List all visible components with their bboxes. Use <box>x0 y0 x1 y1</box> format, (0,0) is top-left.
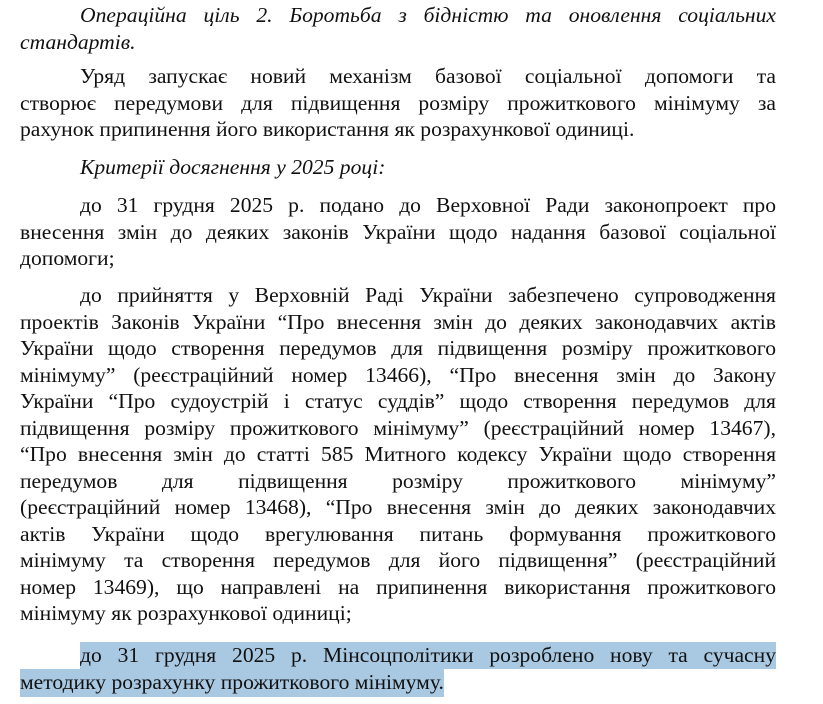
intro-paragraph <box>20 63 776 143</box>
intro-line: Уряд запускає новий механізм базової соціальної допомоги та <box>80 64 776 88</box>
criterion-2-line: України “Про судоустрій і статус суддів” щодо створення передумов для <box>20 389 776 413</box>
goal-heading-line: Операційна ціль 2. Боротьба з бідністю та оновлення соціальних <box>80 3 776 27</box>
criterion-2-line: мінімуму як розрахункової одиниці; <box>20 601 352 625</box>
criteria-heading: Критерії досягнення у 2025 році: <box>80 155 386 179</box>
criterion-2-line: України щодо створення передумов для підвищення розміру прожиткового <box>20 336 776 360</box>
highlight-selection: до 31 грудня 2025 р. Мінсоцполітики розроблено нову та сучасну <box>80 643 776 667</box>
criterion-1-line: внесення змін до деяких законів України щодо надання базової соціальної <box>20 219 776 244</box>
criterion-3-highlighted <box>20 642 776 695</box>
criterion-1 <box>20 192 776 272</box>
criterion-2-line: мінімуму” (реєстраційний номер 13466), “Про внесення змін до Закону <box>20 362 776 387</box>
criterion-1-line: допомоги; <box>20 246 115 270</box>
highlight-selection: методику розрахунку прожиткового мінімуму. <box>20 669 444 697</box>
goal-heading-line: стандартів. <box>20 29 136 54</box>
criterion-2-line: номер 13469), що направлені на припинення використання прожиткового <box>20 574 776 599</box>
intro-line: створює передумови для підвищення розміру прожиткового мінімуму за <box>20 90 776 115</box>
criterion-2 <box>20 282 776 627</box>
criterion-2-line: актів України щодо врегулювання питань формування прожиткового <box>20 521 776 546</box>
criterion-2-line: передумов для підвищення розміру прожиткового мінімуму” <box>20 468 776 493</box>
criterion-2-line: проектів Законів України “Про внесення змін до деяких законодавчих актів <box>20 309 776 334</box>
criterion-2-line: мінімуму та створення передумов для його підвищення” (реєстраційний <box>20 548 776 572</box>
criterion-3-line <box>80 642 776 669</box>
intro-line: рахунок припинення його використання як розрахункової одиниці. <box>20 117 635 141</box>
criterion-2-line: підвищення розміру прожиткового мінімуму” (реєстраційний номер 13467), <box>20 415 776 440</box>
goal-heading <box>20 2 776 55</box>
criterion-2-line: (реєстраційний номер 13468), “Про внесення змін до деяких законодавчих <box>20 495 776 519</box>
criterion-2-line: до прийняття у Верховній Раді України забезпечено супроводження <box>80 283 776 307</box>
criterion-1-line: до 31 грудня 2025 р. подано до Верховної Ради законопроект про <box>80 193 776 217</box>
criterion-3-line <box>20 669 776 696</box>
criterion-2-line: “Про внесення змін до статті 585 Митного кодексу України щодо створення <box>20 442 776 466</box>
